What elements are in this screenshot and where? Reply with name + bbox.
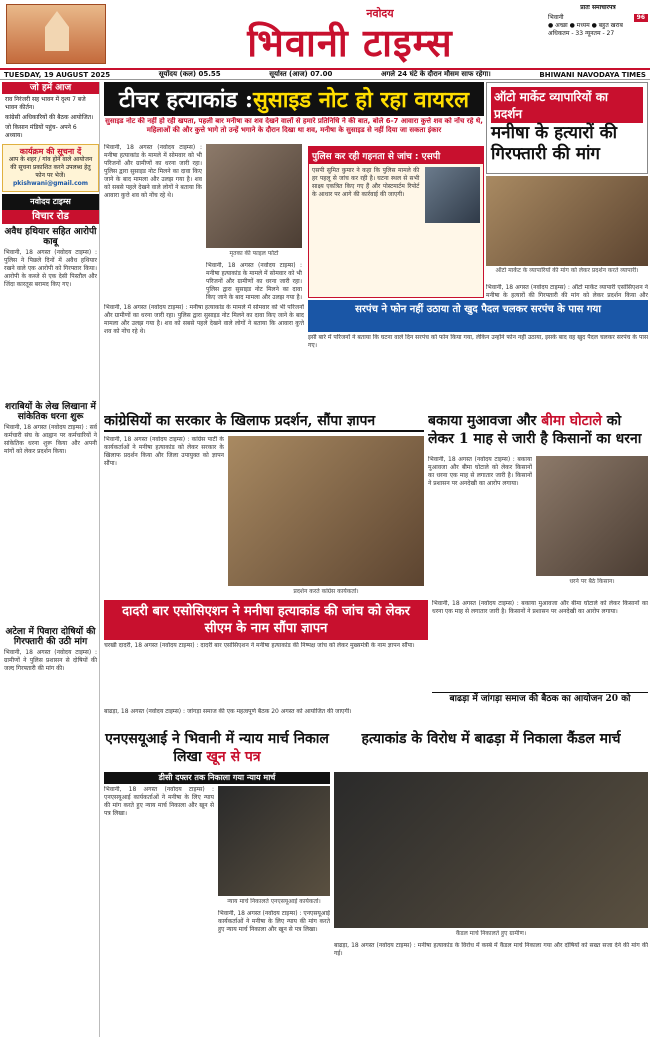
photo-caption: मृतका की फाइल फोटो	[229, 250, 279, 257]
kisan-title-a: बकाया मुआवजा और	[428, 413, 542, 429]
candle-caption: कैंडल मार्च निकालते हुए ग्रामीण।	[455, 930, 527, 937]
lead-kicker: टीचर हत्याकांड :	[118, 87, 254, 113]
nsui-title-hl: खून से पत्र	[206, 749, 261, 765]
temple-image	[6, 4, 106, 64]
story-headline: अवैध हथियार सहित आरोपी काबू	[4, 227, 97, 247]
brand-line: BHIWANI NAVODAYA TIMES	[539, 70, 646, 79]
police-box-text: एसपी सुमित कुमार ने कहा कि पुलिस मामले की हर पहलू से जांच कर रही है। घटना स्थल से सभी साक्ष्य एकत्रित किए गए हैं और पोस्टमार्टम रिपोर्ट के आधार पर आगे की कार्रवाई की जाएगी।	[312, 167, 420, 198]
congress-caption: प्रदर्शन करते कांग्रेस कार्यकर्ता।	[293, 588, 359, 595]
date: TUESDAY, 19 AUGUST 2025	[4, 70, 111, 79]
kisan-body: भिवानी, 18 अगस्त (नवोदय टाइम्स) : बकाया मुआवजा और बीमा घोटाले को लेकर किसानों का धरना एक माह से लगातार जारी है। किसानों ने प्रशासन पर अनदेखी का आरोप लगाया।	[428, 456, 532, 487]
temperature: अधिकतम - 33 न्यूनतम - 27	[548, 30, 615, 37]
weather-title: प्रातः समाचारपत्र	[580, 4, 616, 11]
badhra-body: बाढड़ा, 18 अगस्त (नवोदय टाइम्स) : जांगड़ा समाज की एक महत्वपूर्ण बैठक 20 अगस्त को आयोजित की जाएगी।	[104, 708, 352, 715]
sunrise: सूर्योदय (कल) 05.55	[158, 70, 221, 78]
kisan-caption: धरने पर बैठे किसान।	[569, 578, 615, 585]
sarpanch-headline: सरपंच ने फोन नहीं उठाया तो खुद पैदल चलकर सरपंच के पास गया	[308, 300, 648, 332]
lead-body: भिवानी, 18 अगस्त (नवोदय टाइम्स) : मनीषा हत्याकांड के मामले में सोमवार को भी परिजनों और ग्रामीणों का धरना जारी रहा। पुलिस द्वारा सुसाइड नोट मिलने का दावा किए जाने के बाद मामला और उलझ गया है। शव को सबसे पहले देखने वाले लोगों ने बताया कि आवारा कुत्ते शव को नोंच रहे थे।	[104, 144, 202, 199]
kisan-photo	[536, 456, 648, 576]
nsui-body: भिवानी, 18 अगस्त (नवोदय टाइम्स) : एनएसयूआई कार्यकर्ताओं ने मनीषा के लिए न्याय की मांग करते हुए न्याय मार्च निकाला और खून से पत्र लिखा।	[104, 786, 214, 817]
story-text: भिवानी, 18 अगस्त (नवोदय टाइम्स) : ग्रामीणों ने पुलिस प्रशासन से दोषियों की जल्द गिरफ्तारी की मांग की।	[4, 649, 97, 672]
right-lead-kicker: ऑटो मार्केट व्यापारियों का प्रदर्शन	[491, 87, 643, 123]
nsui-title: एनएसयूआई ने भिवानी में न्याय मार्च निकाल लिखा	[105, 731, 329, 765]
ad-sub: विचार रोड	[2, 210, 99, 224]
karyakram-text: आप के शहर / गांव होने वाले आयोजन की सूचना प्रकाशित करने उपलब्ध हेतु फोन पर भेजें।	[8, 156, 93, 179]
weather-city: भिवानी	[548, 14, 564, 21]
nsui-caption: न्याय मार्च निकालते एनएसयूआई कार्यकर्ता।	[227, 898, 321, 905]
police-box-title: पुलिस कर रही गहनता से जांच : एसपी	[309, 147, 483, 164]
today-list	[2, 94, 99, 144]
aqi-legend: ● अच्छा ● मध्यम ● बहुत खराब	[548, 22, 623, 29]
sunset: सूर्यास्त (आज) 07.00	[269, 70, 333, 78]
right-lead	[486, 82, 648, 174]
lead-body-cont2: भिवानी, 18 अगस्त (नवोदय टाइम्स) : मनीषा हत्याकांड के मामले में सोमवार को भी परिजनों और ग्रामीणों का धरना जारी रहा। पुलिस द्वारा सुसाइड नोट मिलने का दावा किए जाने के बाद मामला और उलझ गया है। शव को सबसे पहले देखने वाले लोगों ने बताया कि आवारा कुत्ते शव को नोंच रहे थे।	[104, 304, 304, 335]
candle-headline: हत्याकांड के विरोध में बाढड़ा में निकाला कैंडल मार्च	[361, 731, 621, 747]
lead-title: सुसाइड नोट हो रहा वायरल	[253, 87, 470, 113]
lead-body-cont: भिवानी, 18 अगस्त (नवोदय टाइम्स) : मनीषा हत्याकांड के मामले में सोमवार को भी परिजनों और ग्रामीणों का धरना जारी रहा। पुलिस द्वारा सुसाइड नोट मिलने का दावा किए जाने के बाद मामला और उलझ गया है।	[206, 262, 302, 300]
nsui-subhead: डीसी दफ्तर तक निकाला गया न्याय मार्च	[104, 772, 330, 784]
left-column	[2, 82, 100, 1037]
dadri-body: चरखी दादरी, 18 अगस्त (नवोदय टाइम्स) : दादरी बार एसोसिएशन ने मनीषा हत्याकांड की निष्पक्ष जांच को लेकर मुख्यमंत्री के नाम ज्ञापन सौंपा।	[104, 642, 415, 649]
story-headline: अटेला में पिवारा दोषियों की गिरफ्तारी की उठी मांग	[5, 627, 96, 647]
candle-body: बाढड़ा, 18 अगस्त (नवोदय टाइम्स) : मनीषा हत्याकांड के विरोध में कस्बे में कैंडल मार्च निकाला गया और दोषियों को सख्त सजा देने की मांग की गई।	[334, 942, 648, 957]
email-link[interactable]: pkishwani@gmail.com	[12, 180, 89, 187]
title-small: नवोदय	[366, 7, 394, 20]
title-main: भिवानी टाइम्स	[247, 20, 453, 65]
dadri-headline: दादरी बार एसोसिएशन ने मनीषा हत्याकांड की जांच को लेकर सीएम के नाम सौंपा ज्ञापन	[104, 600, 428, 640]
story-text: भिवानी, 18 अगस्त (नवोदय टाइम्स) : पुलिस ने पिछले दिनों में अवैध हथियार रखने वाले एक आरोपी को गिरफ्तार किया। आरोपी के कब्जे से एक देसी पिस्तौल और जिंदा कारतूस बरामद किए गए।	[4, 249, 97, 288]
police-box	[308, 146, 484, 298]
karyakram-box	[2, 144, 99, 192]
kisan-title-c: को लेकर 1 माह से जारी है किसानों का धरना	[428, 413, 642, 447]
kisan-body-cont: भिवानी, 18 अगस्त (नवोदय टाइम्स) : बकाया मुआवजा और बीमा घोटाले को लेकर किसानों का धरना एक माह से लगातार जारी है। किसानों ने प्रशासन पर अनदेखी का आरोप लगाया।	[432, 600, 648, 615]
masthead	[0, 0, 650, 68]
story-text: भिवानी, 18 अगस्त (नवोदय टाइम्स) : सर्व कर्मचारी संघ के आह्वान पर कर्मचारियों ने सांकेतिक धरना शुरू किया और अपनी मांगों को लेकर प्रदर्शन किया।	[4, 424, 97, 455]
badhra-headline: बाढड़ा में जांगड़ा समाज की बैठक का आयोजन 20 को	[432, 692, 648, 706]
lead-subheadline: सुसाइड नोट की नहीं हो रही खपता, पहली बार मनीषा का शव देखने वालों से हमारे प्रतिनिधि ने की बात, बोले 6-7 आवारा कुत्ते शव को नोंच रहे थे, महिलाओं की और कुत्ते भागे तो उन्हें भगाने के दौरान दिखा था शव, मनीषा के सुसाइड से नहीं दिया जा सकता इंकार	[105, 117, 483, 134]
kisan-title-b: बीमा घोटाले	[541, 413, 602, 429]
weather-box	[548, 4, 648, 66]
nsui-headline	[104, 730, 330, 770]
story-headline: शराबियों के लेख लिखाना में सांकेतिक धरना शुरू	[5, 402, 96, 422]
nsui-photo	[218, 786, 330, 896]
traders-body: भिवानी, 18 अगस्त (नवोदय टाइम्स) : ऑटो मार्केट व्यापारी एसोसिएशन ने मनीषा के हत्यारों की गिरफ्तारी की मांग को लेकर प्रदर्शन किया और	[486, 284, 648, 298]
list-item: कांग्रेसी अधिकारियों की बैठक आयोजित।	[5, 114, 94, 121]
aqi-value: 96	[634, 14, 648, 22]
candle-photo	[334, 772, 648, 928]
congress-photo	[228, 436, 424, 586]
congress-headline: कांग्रेसियों का सरकार के खिलाफ प्रदर्शन, सौंपा ज्ञापन	[104, 412, 424, 432]
nsui-body-cont: भिवानी, 18 अगस्त (नवोदय टाइम्स) : एनएसयूआई कार्यकर्ताओं ने मनीषा के लिए न्याय की मांग करते हुए न्याय मार्च निकाला और खून से पत्र लिखा।	[218, 910, 330, 933]
list-item: जो किसान मंडियों पहुंच- अपने 6 अध्याय।	[5, 124, 77, 139]
newspaper-title	[200, 6, 500, 66]
today-box-title: जो हमें आज	[2, 82, 99, 94]
traders-photo	[486, 176, 648, 266]
ad-brand: नवोदय टाइम्स	[2, 194, 99, 210]
congress-body: भिवानी, 18 अगस्त (नवोदय टाइम्स) : कांग्रेस पार्टी के कार्यकर्ताओं ने मनीषा हत्याकांड को लेकर सरकार के खिलाफ प्रदर्शन किया और जिला उपायुक्त को ज्ञापन सौंपा।	[104, 436, 224, 467]
victim-photo	[206, 144, 302, 248]
dateline	[0, 68, 650, 80]
traders-caption: ऑटो मार्केट के व्यापारियों की मांग को लेकर प्रदर्शन करते व्यापारी।	[495, 267, 639, 274]
sarpanch-body: इसी बारे में परिजनों ने बताया कि घटना वाले दिन सरपंच को फोन किया गया, लेकिन उन्होंने फोन नहीं उठाया, इसके बाद वह खुद पैदल चलकर सरपंच के पास गए।	[308, 334, 648, 349]
weather-tagline: अगले 24 घंटे के दौरान मौसम साफ रहेगा।	[380, 70, 491, 78]
right-lead-title: मनीषा के हत्यारों की गिरफ्तारी की मांग	[491, 123, 618, 164]
list-item: राव निरंजरी सह भावन में दृश्य 7 बजे भावन कीर्तन।	[5, 96, 86, 111]
sp-photo	[425, 167, 480, 223]
lead-headline	[104, 82, 484, 116]
kisan-headline	[428, 412, 648, 452]
karyakram-title: कार्यक्रम की सूचना दें	[19, 147, 82, 156]
